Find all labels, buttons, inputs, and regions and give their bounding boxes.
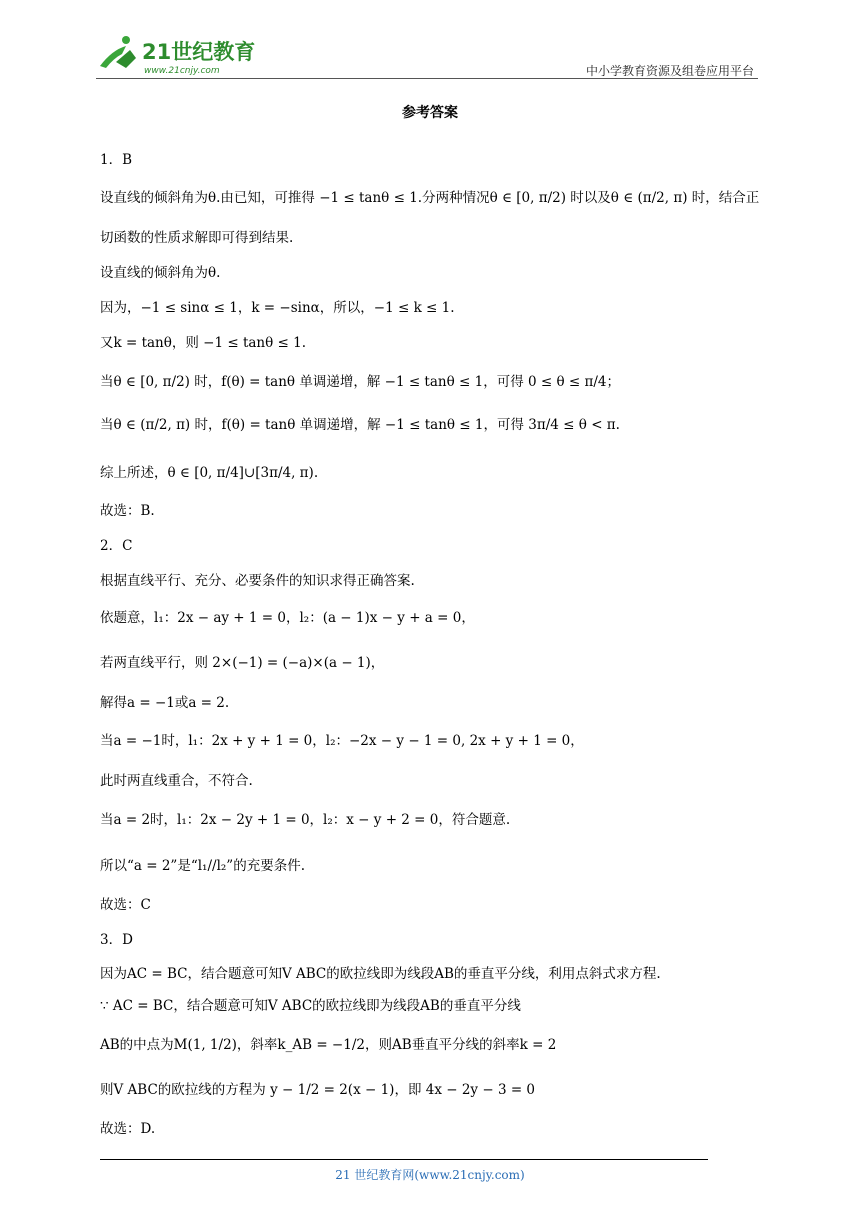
footer-site[interactable]: 21 世纪教育网(www.21cnjy.com) (335, 1168, 525, 1182)
answer-2-line: 解得a = −1或a = 2. (100, 695, 230, 711)
answer-1-choice: 故选：B. (100, 503, 155, 519)
answer-2-analysis: 根据直线平行、充分、必要条件的知识求得正确答案. (100, 573, 415, 589)
footer-divider (100, 1159, 708, 1160)
answer-1-heading: 1．B (100, 152, 133, 168)
answer-1-line: 又k = tanθ，则 −1 ≤ tanθ ≤ 1. (100, 335, 307, 351)
answer-2-line: 若两直线平行，则 2×(−1) = (−a)×(a − 1)， (100, 655, 385, 671)
answer-1-line: 因为，−1 ≤ sinα ≤ 1，k = −sinα，所以，−1 ≤ k ≤ 1. (100, 300, 455, 316)
answer-2-line: 此时两直线重合，不符合. (100, 773, 253, 789)
answer-2-heading: 2．C (100, 538, 133, 554)
answer-2-choice: 故选：C (100, 897, 151, 913)
answer-1-line: 当θ ∈ [0, π/2) 时，f(θ) = tanθ 单调递增，解 −1 ≤ tanθ ≤ 1，可得 0 ≤ θ ≤ π/4； (100, 374, 621, 390)
answer-3-line: ∵ AC = BC，结合题意可知V ABC的欧拉线即为线段AB的垂直平分线 (100, 998, 521, 1014)
answer-3-line: AB的中点为M(1, 1/2)，斜率k_AB = −1/2，则AB垂直平分线的斜率k = 2 (100, 1037, 557, 1053)
answer-1-line: 当θ ∈ (π/2, π) 时，f(θ) = tanθ 单调递增，解 −1 ≤ tanθ ≤ 1，可得 3π/4 ≤ θ < π. (100, 417, 620, 433)
logo-21cnjy (96, 32, 261, 76)
header-platform-text: 中小学教育资源及组卷应用平台 (585, 64, 754, 78)
page-header (96, 28, 758, 80)
logo-text: 21世纪教育 (142, 40, 256, 64)
answer-1-analysis: 设直线的倾斜角为θ.由已知，可推得 −1 ≤ tanθ ≤ 1.分两种情况θ ∈ [0, π/2) 时以及θ ∈ (π/2, π) 时，结合正 (100, 190, 760, 206)
answer-1-line: 综上所述，θ ∈ [0, π/4]∪[3π/4, π). (100, 465, 319, 481)
logo-url: www.21cnjy.com (144, 66, 220, 76)
answer-3-analysis: 因为AC = BC，结合题意可知V ABC的欧拉线即为线段AB的垂直平分线，利用点斜式求方程. (100, 966, 661, 982)
page-title: 参考答案 (402, 105, 458, 121)
answer-2-line: 当a = −1时，l₁：2x + y + 1 = 0，l₂：−2x − y − 1 = 0, 2x + y + 1 = 0， (100, 733, 584, 749)
answer-1-line: 设直线的倾斜角为θ. (100, 265, 221, 281)
answer-3-line: 则V ABC的欧拉线的方程为 y − 1/2 = 2(x − 1)，即 4x − 2y − 3 = 0 (100, 1082, 536, 1098)
header-divider (96, 78, 758, 79)
answer-3-heading: 3．D (100, 932, 133, 948)
answer-2-line: 当a = 2时，l₁：2x − 2y + 1 = 0，l₂：x − y + 2 = 0，符合题意. (100, 812, 511, 828)
answer-2-line: 依题意，l₁：2x − ay + 1 = 0，l₂：(a − 1)x − y + a = 0， (100, 610, 475, 626)
answer-3-choice: 故选：D. (100, 1121, 156, 1137)
answer-1-analysis-cont: 切函数的性质求解即可得到结果. (100, 230, 294, 246)
answer-2-line: 所以“a = 2”是“l₁//l₂”的充要条件. (100, 858, 305, 874)
